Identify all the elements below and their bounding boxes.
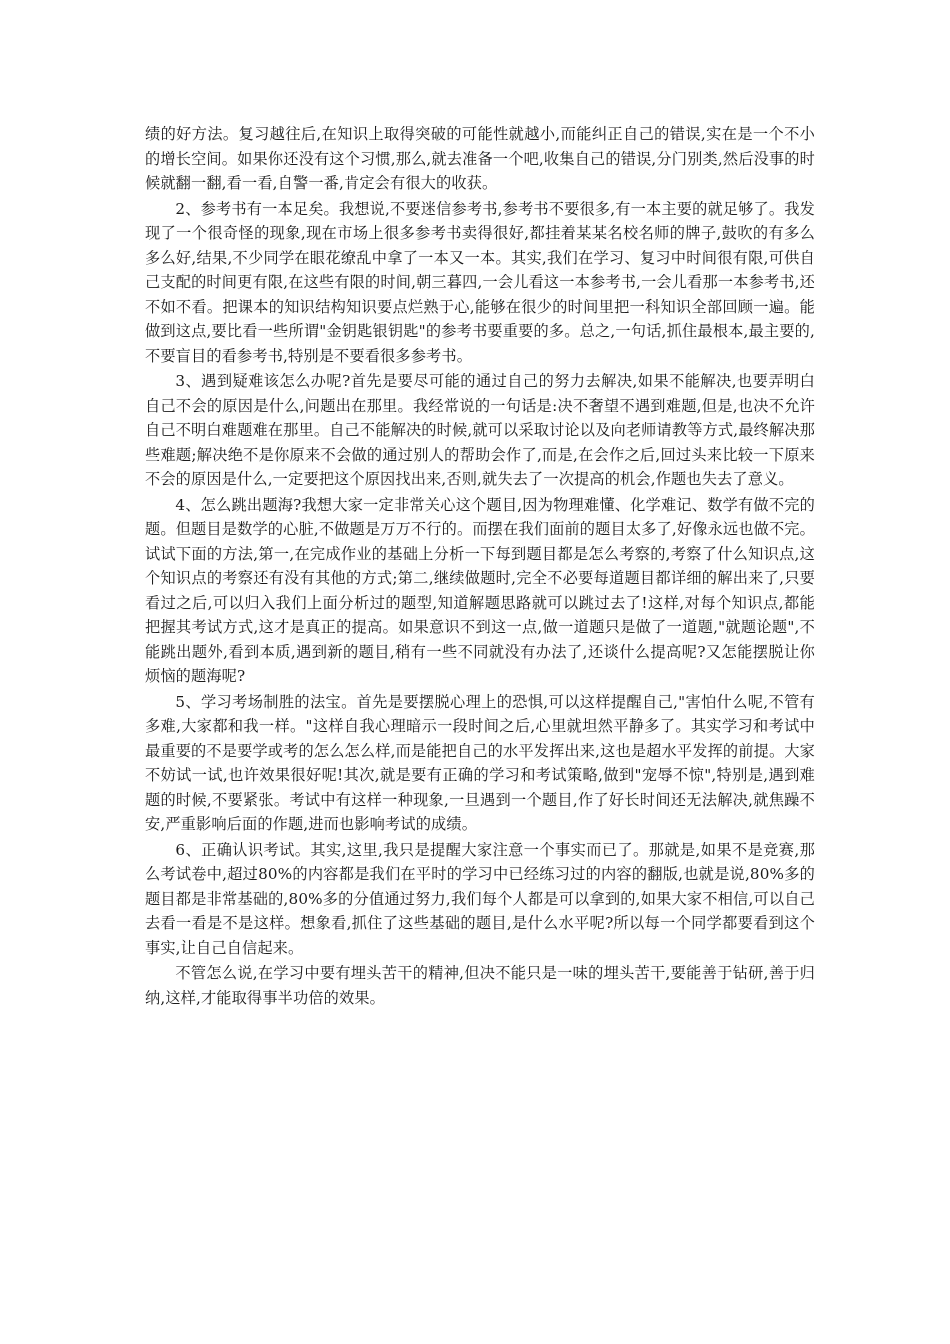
paragraph-exam-strategy: 5、学习考场制胜的法宝。首先是要摆脱心理上的恐惧,可以这样提醒自己,"害怕什么呢,不管有多难,大家都和我一样。"这样自我心理暗示一段时间之后,心里就坦然平静多了。其实学习和考试中最重要的不是要学或考的怎么怎么样,而是能把自己的水平发挥出来,这也是超水平发挥的前提。大家不妨试一试,也许效果很好呢!其次,就是要有正确的学习和考试策略,做到"宠辱不惊",特别是,遇到难题的时候,不要紧张。考试中有这样一种现象,一旦遇到一个题目,作了好长时间还无法解决,就焦躁不安,严重影响后面的作题,进而也影响考试的成绩。 bbox=[145, 692, 815, 833]
paragraph-continuation: 绩的好方法。复习越往后,在知识上取得突破的可能性就越小,而能纠正自己的错误,实在是一个不小的增长空间。如果你还没有这个习惯,那么,就去准备一个吧,收集自己的错误,分门别类,然后没事的时候就翻一翻,看一看,自警一番,肯定会有很大的收获。 bbox=[145, 125, 815, 192]
paragraph-understand-exams: 6、正确认识考试。其实,这里,我只是提醒大家注意一个事实而已了。那就是,如果不是竞赛,那么考试卷中,超过80%的内容都是我们在平时的学习中已经练习过的内容的翻版,也就是说,80%多的题目都是非常基础的,80%多的分值通过努力,我们每个人都是可以拿到的,如果大家不相信,可以自己去看一看是不是这样。想象看,抓住了这些基础的题目,是什么水平呢?所以每一个同学都要看到这个事实,让自己自信起来。 bbox=[145, 840, 815, 957]
document-body bbox=[145, 122, 815, 1011]
paragraph-reference-books: 2、参考书有一本足矣。我想说,不要迷信参考书,参考书不要很多,有一本主要的就足够了。我发现了一个很奇怪的现象,现在市场上很多参考书卖得很好,都挂着某某名校名师的牌子,鼓吹的有多么多么好,结果,不少同学在眼花缭乱中拿了一本又一本。其实,我们在学习、复习中时间很有限,可供自己支配的时间更有限,在这些有限的时间,朝三暮四,一会儿看这一本参考书,一会儿看那一本参考书,还不如不看。把课本的知识结构知识要点烂熟于心,能够在很少的时间里把一科知识全部回顾一遍。能做到这点,要比看一些所谓"金钥匙银钥匙"的参考书要重要的多。总之,一句话,抓住最根本,最主要的,不要盲目的看参考书,特别是不要看很多参考书。 bbox=[145, 199, 815, 365]
paragraph-conclusion: 不管怎么说,在学习中要有埋头苦干的精神,但决不能只是一味的埋头苦干,要能善于钻研,善于归纳,这样,才能取得事半功倍的效果。 bbox=[145, 964, 815, 1007]
paragraph-escape-problem-sea: 4、怎么跳出题海?我想大家一定非常关心这个题目,因为物理难懂、化学难记、数学有做不完的题。但题目是数学的心脏,不做题是万万不行的。而摆在我们面前的题目太多了,好像永远也做不完。试试下面的方法,第一,在完成作业的基础上分析一下每到题目都是怎么考察的,考察了什么知识点,这个知识点的考察还有没有其他的方式;第二,继续做题时,完全不必要每道题目都详细的解出来了,只要看过之后,可以归入我们上面分析过的题型,知道解题思路就可以跳过去了!这样,对每个知识点,都能把握其考试方式,这才是真正的提高。如果意识不到这一点,做一道题只是做了一道题,"就题论题",不能跳出题外,看到本质,遇到新的题目,稍有一些不同就没有办法了,还谈什么提高呢?又怎能摆脱让你烦恼的题海呢? bbox=[145, 495, 815, 685]
paragraph-difficult-problems: 3、遇到疑难该怎么办呢?首先是要尽可能的通过自己的努力去解决,如果不能解决,也要弄明白自己不会的原因是什么,问题出在那里。我经常说的一句话是:决不奢望不遇到难题,但是,也决不允许自己不明白难题难在那里。自己不能解决的时候,就可以采取讨论以及向老师请教等方式,最终解决那些难题;解决绝不是你原来不会做的通过别人的帮助会作了,而是,在会作之后,回过头来比较一下原来不会的原因是什么,一定要把这个原因找出来,否则,就失去了一次提高的机会,作题也失去了意义。 bbox=[145, 372, 815, 488]
